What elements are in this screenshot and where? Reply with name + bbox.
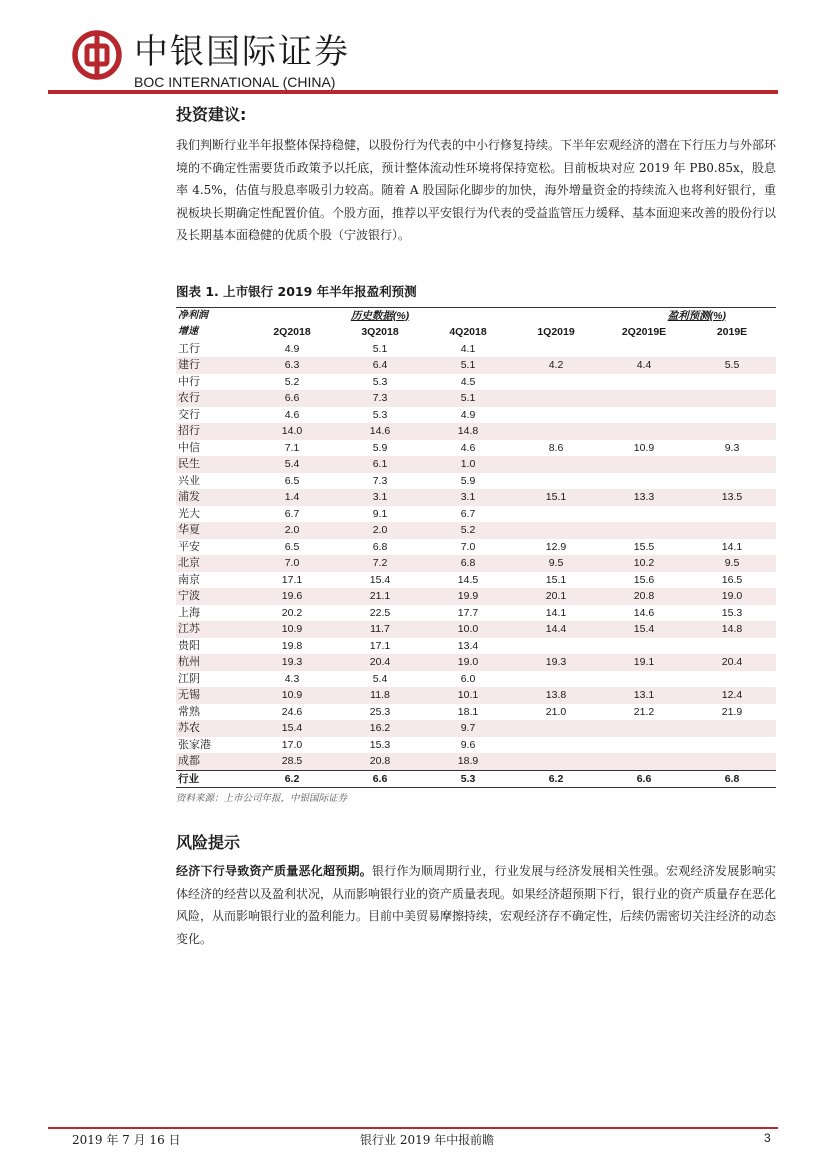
- table-cell: 20.8: [600, 588, 688, 605]
- table-cell: 15.3: [721, 606, 743, 619]
- table-cell: 4.6: [460, 441, 476, 454]
- table-cell: 10.9: [248, 687, 336, 704]
- table-cell: 4.2: [512, 357, 600, 374]
- table-cell: 16.2: [336, 720, 424, 737]
- table-cell: 17.1: [369, 639, 391, 652]
- bank-name: 平安: [178, 539, 200, 553]
- bank-name: 南京: [178, 572, 200, 586]
- table-cell: [600, 456, 688, 473]
- table-cell: [600, 638, 688, 655]
- table-row: [176, 737, 776, 754]
- table-cell: 14.1: [545, 606, 567, 619]
- table-header-row: [176, 307, 776, 324]
- table-cell: 15.1: [512, 489, 600, 506]
- bank-name: 中行: [178, 374, 200, 388]
- table-row: [176, 456, 776, 473]
- column-header: 3Q2018: [361, 326, 399, 338]
- table-cell: 5.1: [424, 390, 512, 407]
- table-cell: 7.3: [336, 390, 424, 407]
- table-cell: [512, 456, 600, 473]
- table-row: [176, 489, 776, 506]
- footer-doc-title: 银行业 2019 年中报前瞻: [360, 1133, 495, 1147]
- investment-title: 投资建议:: [176, 105, 247, 124]
- table-cell: 8.6: [548, 441, 564, 454]
- table-title: 图表 1. 上市银行 2019 年半年报盈利预测: [176, 283, 417, 299]
- table-cell: 17.1: [281, 573, 303, 586]
- table-row: [176, 341, 776, 358]
- table-cell: 14.6: [336, 423, 424, 440]
- table-row: [176, 374, 776, 391]
- table-cell: 2.0: [248, 522, 336, 539]
- table-cell: 19.9: [424, 588, 512, 605]
- table-row: [176, 390, 776, 407]
- table-row: [176, 357, 776, 374]
- table-cell: 13.5: [688, 489, 776, 506]
- page-header: [72, 30, 782, 90]
- bank-name: 宁波: [176, 588, 248, 605]
- table-cell: [512, 737, 600, 754]
- table-cell: 19.0: [688, 588, 776, 605]
- table-row: [176, 704, 776, 721]
- table-row: [176, 539, 776, 556]
- table-cell: 4.6: [284, 408, 300, 421]
- table-cell: [512, 753, 600, 770]
- table-cell: 5.2: [424, 522, 512, 539]
- total-cell: 6.8: [688, 770, 776, 788]
- bank-name: 工行: [178, 341, 200, 355]
- table-cell: 6.1: [336, 456, 424, 473]
- bank-name: 招行: [176, 423, 248, 440]
- table-cell: 14.8: [424, 423, 512, 440]
- table-cell: 10.9: [633, 441, 655, 454]
- table-cell: 10.0: [424, 621, 512, 638]
- table-cell: 4.3: [284, 672, 300, 685]
- table-cell: 15.4: [600, 621, 688, 638]
- table-cell: 21.0: [545, 705, 567, 718]
- bank-name: 常熟: [178, 704, 200, 718]
- table-source: 资料来源：上市公司年报，中银国际证券: [176, 793, 348, 804]
- table-row: [176, 654, 776, 671]
- table-cell: 6.8: [372, 540, 388, 553]
- table-cell: 5.3: [372, 375, 388, 388]
- bank-name: 无锡: [176, 687, 248, 704]
- bank-name: 张家港: [178, 737, 211, 751]
- bank-name: 华夏: [176, 522, 248, 539]
- table-cell: 10.1: [424, 687, 512, 704]
- table-cell: 5.2: [284, 375, 300, 388]
- table-cell: 4.9: [460, 408, 476, 421]
- table-row: [176, 407, 776, 424]
- table-cell: 22.5: [369, 606, 391, 619]
- table-cell: [512, 423, 600, 440]
- total-cell: 5.3: [424, 770, 512, 788]
- table-cell: [600, 671, 688, 688]
- table-cell: [600, 522, 688, 539]
- table-cell: [600, 341, 688, 358]
- earnings-table: [176, 307, 776, 789]
- table-cell: [688, 423, 776, 440]
- table-cell: 13.3: [600, 489, 688, 506]
- table-row: [176, 687, 776, 704]
- table-cell: [688, 671, 776, 688]
- table-row: [176, 605, 776, 622]
- table-cell: 15.4: [248, 720, 336, 737]
- table-cell: [688, 456, 776, 473]
- bank-name: 北京: [176, 555, 248, 572]
- column-header: 2019E: [716, 326, 748, 338]
- table-cell: 5.1: [424, 357, 512, 374]
- page-content: [176, 104, 776, 950]
- table-cell: [600, 720, 688, 737]
- bank-name: 中信: [178, 440, 200, 454]
- table-cell: 6.6: [248, 390, 336, 407]
- table-cell: 17.0: [281, 738, 303, 751]
- table-cell: [512, 671, 600, 688]
- brand-name-cn: 中银国际证券: [134, 32, 350, 72]
- table-cell: 6.4: [336, 357, 424, 374]
- table-cell: 5.4: [372, 672, 388, 685]
- column-header: 1Q2019: [537, 326, 575, 338]
- table-cell: 21.1: [336, 588, 424, 605]
- table-cell: [600, 423, 688, 440]
- table-cell: 12.4: [688, 687, 776, 704]
- table-row: [176, 473, 776, 490]
- table-cell: 20.2: [281, 606, 303, 619]
- table-header-row: [176, 324, 776, 341]
- brand-name-en: BOC INTERNATIONAL (CHINA): [134, 74, 336, 90]
- table-cell: 5.4: [248, 456, 336, 473]
- table-cell: [688, 390, 776, 407]
- table-cell: 19.1: [600, 654, 688, 671]
- bank-name: 民生: [176, 456, 248, 473]
- table-cell: 5.3: [372, 408, 388, 421]
- total-cell: 6.6: [600, 770, 688, 788]
- table-cell: 15.1: [545, 573, 567, 586]
- table-cell: 2.0: [336, 522, 424, 539]
- table-row: [176, 753, 776, 770]
- bank-name: 光大: [178, 506, 200, 520]
- footer-rule: [48, 1127, 778, 1129]
- table-cell: 3.1: [336, 489, 424, 506]
- table-cell: 9.7: [424, 720, 512, 737]
- table-cell: 7.0: [248, 555, 336, 572]
- table-cell: [512, 720, 600, 737]
- header-label-growth: 增速: [178, 326, 198, 337]
- table-cell: [688, 341, 776, 358]
- table-cell: 20.4: [688, 654, 776, 671]
- table-row: [176, 638, 776, 655]
- table-cell: 6.5: [284, 474, 300, 487]
- table-cell: 5.9: [460, 474, 476, 487]
- table-row: [176, 588, 776, 605]
- table-cell: 9.5: [688, 555, 776, 572]
- table-cell: 9.6: [460, 738, 476, 751]
- table-cell: 14.0: [248, 423, 336, 440]
- table-cell: 7.1: [284, 441, 300, 454]
- table-cell: [600, 390, 688, 407]
- table-row: [176, 440, 776, 457]
- header-label-net-profit: 净利润: [178, 309, 208, 321]
- table-cell: 14.1: [721, 540, 743, 553]
- table-cell: 6.8: [424, 555, 512, 572]
- table-cell: 20.8: [336, 753, 424, 770]
- table-cell: 24.6: [281, 705, 303, 718]
- table-cell: 13.4: [457, 639, 479, 652]
- table-cell: 16.5: [721, 573, 743, 586]
- bank-name: 兴业: [178, 473, 200, 487]
- table-cell: 11.8: [336, 687, 424, 704]
- bank-name: 成都: [176, 753, 248, 770]
- table-cell: [600, 506, 688, 523]
- table-cell: 11.7: [336, 621, 424, 638]
- table-cell: 18.1: [457, 705, 479, 718]
- table-cell: 14.4: [512, 621, 600, 638]
- total-cell: 6.6: [336, 770, 424, 788]
- table-cell: 19.3: [248, 654, 336, 671]
- bank-name: 江阴: [178, 671, 200, 685]
- table-row: [176, 572, 776, 589]
- table-cell: [512, 374, 600, 391]
- table-cell: 12.9: [545, 540, 567, 553]
- column-header: 4Q2018: [449, 326, 487, 338]
- table-cell: 9.5: [512, 555, 600, 572]
- table-cell: [600, 737, 688, 754]
- footer-date: 2019 年 7 月 16 日: [72, 1133, 181, 1147]
- table-cell: 19.0: [424, 654, 512, 671]
- table-cell: 15.5: [633, 540, 655, 553]
- table-cell: 3.1: [424, 489, 512, 506]
- header-group-historical: 历史数据(%): [350, 309, 410, 322]
- table-cell: 10.2: [600, 555, 688, 572]
- table-row: [176, 621, 776, 638]
- risk-title: 风险提示: [176, 833, 241, 852]
- table-cell: [600, 473, 688, 490]
- table-cell: [688, 522, 776, 539]
- table-cell: [688, 407, 776, 424]
- table-cell: 14.6: [633, 606, 655, 619]
- column-header: 2Q2018: [273, 326, 311, 338]
- table-cell: 6.7: [284, 507, 300, 520]
- table-cell: 5.1: [372, 342, 388, 355]
- table-cell: 1.4: [248, 489, 336, 506]
- table-cell: [600, 753, 688, 770]
- table-cell: [600, 374, 688, 391]
- table-cell: 5.5: [688, 357, 776, 374]
- table-cell: [512, 390, 600, 407]
- table-cell: [600, 407, 688, 424]
- table-cell: 7.2: [336, 555, 424, 572]
- table-cell: 19.6: [248, 588, 336, 605]
- table-cell: 6.3: [248, 357, 336, 374]
- table-cell: 4.5: [460, 375, 476, 388]
- bank-name: 农行: [176, 390, 248, 407]
- table-row: [176, 671, 776, 688]
- table-cell: 9.1: [372, 507, 388, 520]
- bank-name: 建行: [176, 357, 248, 374]
- table-cell: 1.0: [424, 456, 512, 473]
- table-row: [176, 423, 776, 440]
- table-cell: 25.3: [369, 705, 391, 718]
- boc-logo-icon: [72, 30, 122, 80]
- bank-name: 江苏: [176, 621, 248, 638]
- bank-name: 浦发: [176, 489, 248, 506]
- table-cell: 10.9: [248, 621, 336, 638]
- table-cell: [512, 506, 600, 523]
- table-cell: 4.9: [284, 342, 300, 355]
- table-row: [176, 720, 776, 737]
- table-cell: [512, 407, 600, 424]
- total-cell: 6.2: [248, 770, 336, 788]
- table-cell: 6.0: [460, 672, 476, 685]
- table-cell: 4.1: [460, 342, 476, 355]
- table-cell: [688, 753, 776, 770]
- bank-name: 上海: [178, 605, 200, 619]
- table-cell: 7.3: [372, 474, 388, 487]
- bank-name: 杭州: [176, 654, 248, 671]
- table-cell: [688, 506, 776, 523]
- table-cell: 21.9: [721, 705, 743, 718]
- table-cell: [688, 638, 776, 655]
- table-cell: 28.5: [248, 753, 336, 770]
- table-row: [176, 506, 776, 523]
- table-cell: 15.6: [633, 573, 655, 586]
- table-cell: 18.9: [424, 753, 512, 770]
- table-cell: 9.3: [724, 441, 740, 454]
- table-cell: 7.0: [460, 540, 476, 553]
- table-cell: 17.7: [457, 606, 479, 619]
- table-cell: [688, 473, 776, 490]
- table-cell: 13.8: [512, 687, 600, 704]
- table-cell: [512, 473, 600, 490]
- table-cell: 6.5: [284, 540, 300, 553]
- column-header: 2Q2019E: [621, 326, 667, 338]
- table-cell: 20.1: [512, 588, 600, 605]
- table-cell: 15.3: [369, 738, 391, 751]
- bank-name: 贵阳: [178, 638, 200, 652]
- table-cell: [688, 374, 776, 391]
- total-label: 行业: [176, 770, 248, 788]
- table-cell: 14.8: [688, 621, 776, 638]
- table-cell: 6.7: [460, 507, 476, 520]
- table-cell: 14.5: [457, 573, 479, 586]
- table-cell: 19.3: [512, 654, 600, 671]
- table-cell: [512, 522, 600, 539]
- risk-body: 银行作为顺周期行业，行业发展与经济发展相关性强。宏观经济发展影响实体经济的经营以及盈利状况，从而影响银行业的资产质量表现。如果经济超预期下行，银行业的资产质量存在恶化风险，从而影响银行业的盈利能力。目前中美贸易摩擦持续，宏观经济存不确定性，后续仍需密切关注经济的动态变化。: [176, 864, 777, 946]
- table-cell: 19.8: [281, 639, 303, 652]
- table-cell: [688, 737, 776, 754]
- table-cell: [688, 720, 776, 737]
- risk-paragraph: [176, 860, 776, 950]
- table-row: [176, 522, 776, 539]
- bank-name: 交行: [178, 407, 200, 421]
- investment-paragraph: 我们判断行业半年报整体保持稳健，以股份行为代表的中小行修复持续。下半年宏观经济的潜在下行压力与外部环境的不确定性需要货币政策予以托底，预计整体流动性环境将保持宽松。目前板块对应 2019 年 PB0.85x，股息率 4.5%，估值与股息率吸引力较高。随着 A 股国际化脚步的加快，海外增量资金的持续流入也将利好银行，重视板块长期确定性配置价值。个股方面，推荐以平安银行为代表的受益监管压力缓释、基本面迎来改善的股份行以及长期基本面稳健的优质个股（宁波银行）。: [176, 138, 777, 242]
- risk-lead: 经济下行导致资产质量恶化超预期。: [176, 864, 372, 878]
- header-group-forecast: 盈利预测(%): [667, 309, 726, 322]
- bank-name: 苏农: [176, 720, 248, 737]
- table-cell: 15.4: [369, 573, 391, 586]
- table-total-row: [176, 770, 776, 788]
- table-cell: 20.4: [336, 654, 424, 671]
- table-cell: [512, 341, 600, 358]
- table-cell: 4.4: [600, 357, 688, 374]
- header-rule: [48, 90, 778, 94]
- table-cell: 13.1: [600, 687, 688, 704]
- table-row: [176, 555, 776, 572]
- total-cell: 6.2: [512, 770, 600, 788]
- table-cell: [512, 638, 600, 655]
- table-cell: 21.2: [633, 705, 655, 718]
- table-cell: 5.9: [372, 441, 388, 454]
- page-number: 3: [764, 1131, 771, 1145]
